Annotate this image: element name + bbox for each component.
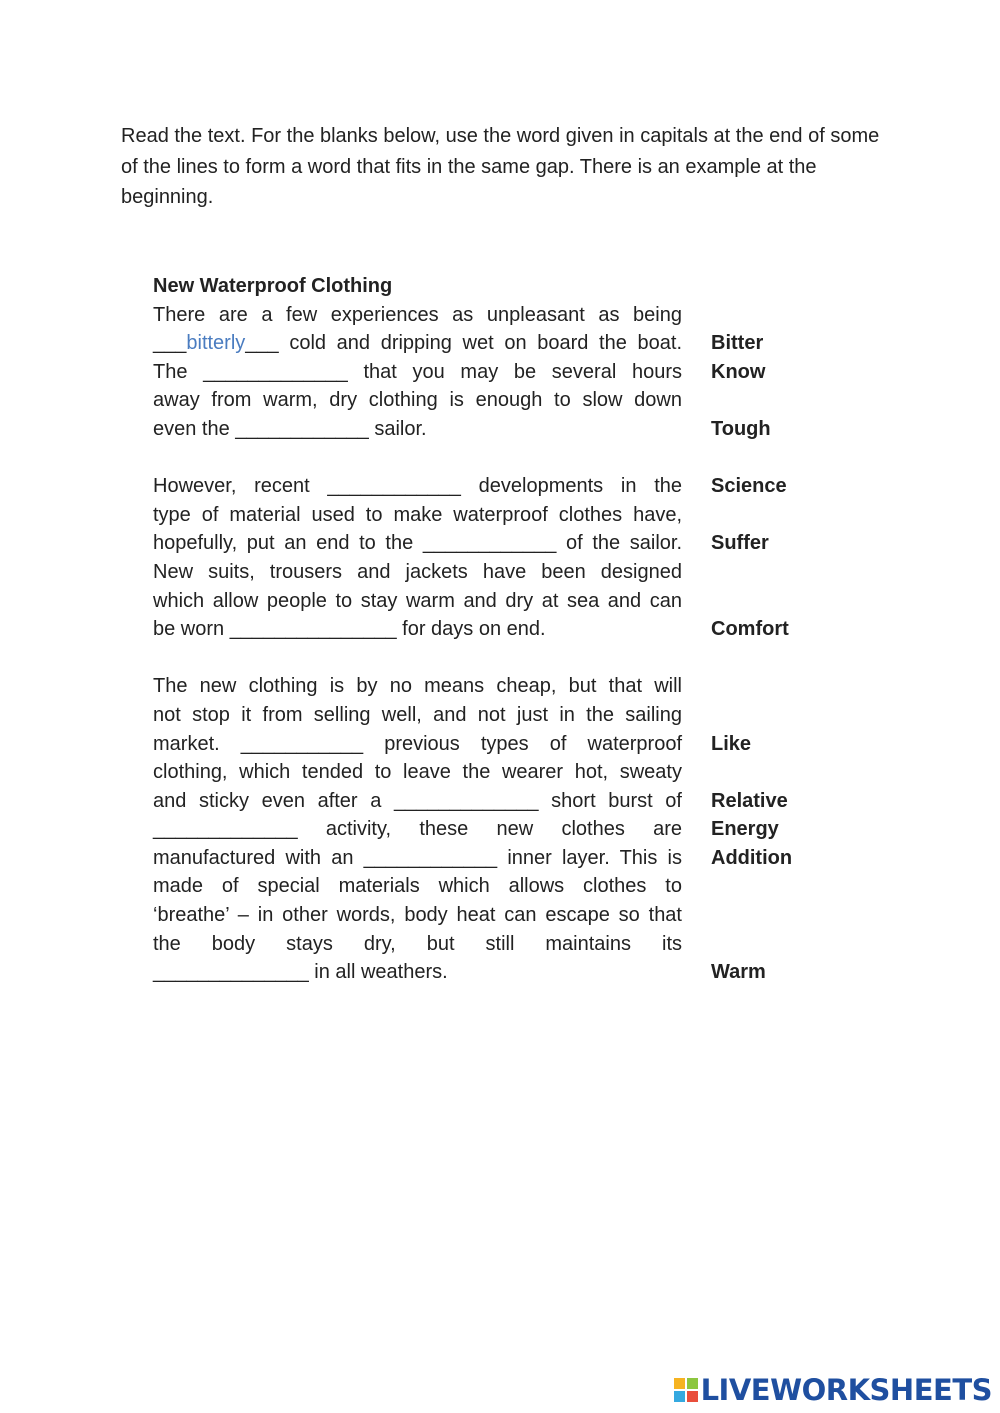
line-text <box>153 672 682 701</box>
text-line <box>153 872 813 901</box>
line-fragment: activity, these new clothes are <box>297 818 682 841</box>
line-fragment: manufactured with an <box>153 846 364 869</box>
line-text <box>153 730 682 759</box>
text-line <box>153 701 813 730</box>
line-fragment: be worn <box>153 618 230 641</box>
line-text <box>153 758 682 787</box>
line-text <box>153 529 682 558</box>
line-text <box>153 415 682 444</box>
line-fragment: away from warm, dry clothing is enough to slow down <box>153 389 682 412</box>
answer-gap[interactable]: ___ <box>153 332 187 355</box>
answer-gap[interactable]: ____________ <box>235 417 369 440</box>
answer-gap[interactable]: ___ <box>245 332 279 355</box>
line-fragment: which allow people to stay warm and dry at sea and can <box>153 589 682 612</box>
line-fragment: clothing, which tended to leave the wearer hot, sweaty <box>153 761 682 784</box>
answer-gap[interactable]: _____________ <box>153 818 298 841</box>
line-fragment: in all weathers. <box>308 961 448 984</box>
line-text <box>153 844 682 873</box>
exercise-title: New Waterproof Clothing <box>153 275 393 297</box>
line-fragment: for days on end. <box>396 618 546 641</box>
line-fragment: the body stays dry, but still maintains its <box>153 932 682 955</box>
liveworksheets-logo <box>674 1373 992 1407</box>
line-text <box>153 958 682 987</box>
text-line <box>153 815 813 844</box>
line-fragment: New suits, trousers and jackets have been designed <box>153 560 682 583</box>
paragraph-spacer <box>153 644 813 673</box>
text-line <box>153 758 813 787</box>
answer-gap[interactable]: _______________ <box>229 618 397 641</box>
cue-word: Bitter <box>711 332 764 355</box>
cue-word: Energy <box>711 818 779 841</box>
line-fragment: previous types of waterproof <box>363 732 682 755</box>
line-fragment: short burst of <box>538 789 682 812</box>
line-fragment: developments in the <box>460 475 682 498</box>
instructions: Read the text. For the blanks below, use the word given in capitals at the end of some of the lines to form a word that fits in the same gap. There is an example at the beginning. <box>121 125 880 208</box>
cue-word: Like <box>711 732 752 755</box>
line-text <box>153 358 682 387</box>
line-fragment: The <box>153 360 204 383</box>
line-fragment: made of special materials which allows clothes to <box>153 875 682 898</box>
line-text <box>153 501 682 530</box>
text-line <box>153 615 813 644</box>
liveworksheets-logo-icon <box>674 1378 698 1402</box>
answer-gap[interactable]: ______________ <box>153 961 309 984</box>
line-text <box>153 558 682 587</box>
line-text <box>153 930 682 959</box>
cue-word: Relative <box>711 789 788 812</box>
cue-word: Science <box>711 475 787 498</box>
text-line <box>153 386 813 415</box>
cue-word: Warm <box>711 961 766 984</box>
line-text <box>153 472 682 501</box>
line-text <box>153 872 682 901</box>
text-line <box>153 672 813 701</box>
line-text <box>153 815 682 844</box>
line-fragment: ‘breathe’ – in other words, body heat can escape so that <box>153 904 682 927</box>
line-fragment: sailor. <box>368 417 427 440</box>
text-line <box>153 930 813 959</box>
text-line <box>153 787 813 816</box>
line-fragment: The new clothing is by no means cheap, but that will <box>153 675 682 698</box>
line-fragment: of the sailor. <box>556 532 683 555</box>
text-line <box>153 844 813 873</box>
line-fragment: However, recent <box>153 475 328 498</box>
answer-gap[interactable]: ____________ <box>327 475 461 498</box>
line-text <box>153 301 682 330</box>
line-text <box>153 587 682 616</box>
cue-word: Know <box>711 360 766 383</box>
answer-gap[interactable]: ____________ <box>422 532 557 555</box>
text-line <box>153 501 813 530</box>
line-fragment: and sticky even after a <box>153 789 394 812</box>
cue-word: Comfort <box>711 618 789 641</box>
exercise-lines <box>153 301 813 987</box>
text-line <box>153 587 813 616</box>
line-fragment: that you may be several hours <box>347 360 682 383</box>
text-line <box>153 730 813 759</box>
text-line <box>153 958 813 987</box>
cue-word: Tough <box>711 417 771 440</box>
line-text <box>153 901 682 930</box>
line-fragment: type of material used to make waterproof clothes have, <box>153 503 682 526</box>
line-fragment: cold and dripping wet on board the boat. <box>278 332 682 355</box>
line-fragment: not stop it from selling well, and not just in the sailing <box>153 703 682 726</box>
text-line <box>153 329 813 358</box>
line-text <box>153 787 682 816</box>
line-fragment: There are a few experiences as unpleasant as being <box>153 303 682 326</box>
exercise <box>153 272 813 987</box>
paragraph-spacer <box>153 444 813 473</box>
text-line <box>153 472 813 501</box>
logo-text: LIVEWORKSHEETS <box>700 1373 992 1407</box>
text-line <box>153 529 813 558</box>
line-fragment: market. <box>153 732 241 755</box>
line-fragment: inner layer. This is <box>497 846 682 869</box>
text-line <box>153 901 813 930</box>
line-fragment: hopefully, put an end to the <box>153 532 423 555</box>
text-line <box>153 358 813 387</box>
answer-gap[interactable]: ____________ <box>363 846 498 869</box>
line-text <box>153 329 682 358</box>
cue-word: Addition <box>711 846 793 869</box>
line-text <box>153 615 682 644</box>
line-fragment: even the <box>153 417 236 440</box>
cue-word: Suffer <box>711 532 769 555</box>
line-text <box>153 386 682 415</box>
line-text <box>153 701 682 730</box>
text-line <box>153 415 813 444</box>
answer-gap[interactable]: _____________ <box>393 789 539 812</box>
text-line <box>153 558 813 587</box>
example-answer: bitterly <box>186 332 246 355</box>
answer-gap[interactable]: ___________ <box>240 732 364 755</box>
text-line <box>153 301 813 330</box>
answer-gap[interactable]: _____________ <box>203 360 348 383</box>
